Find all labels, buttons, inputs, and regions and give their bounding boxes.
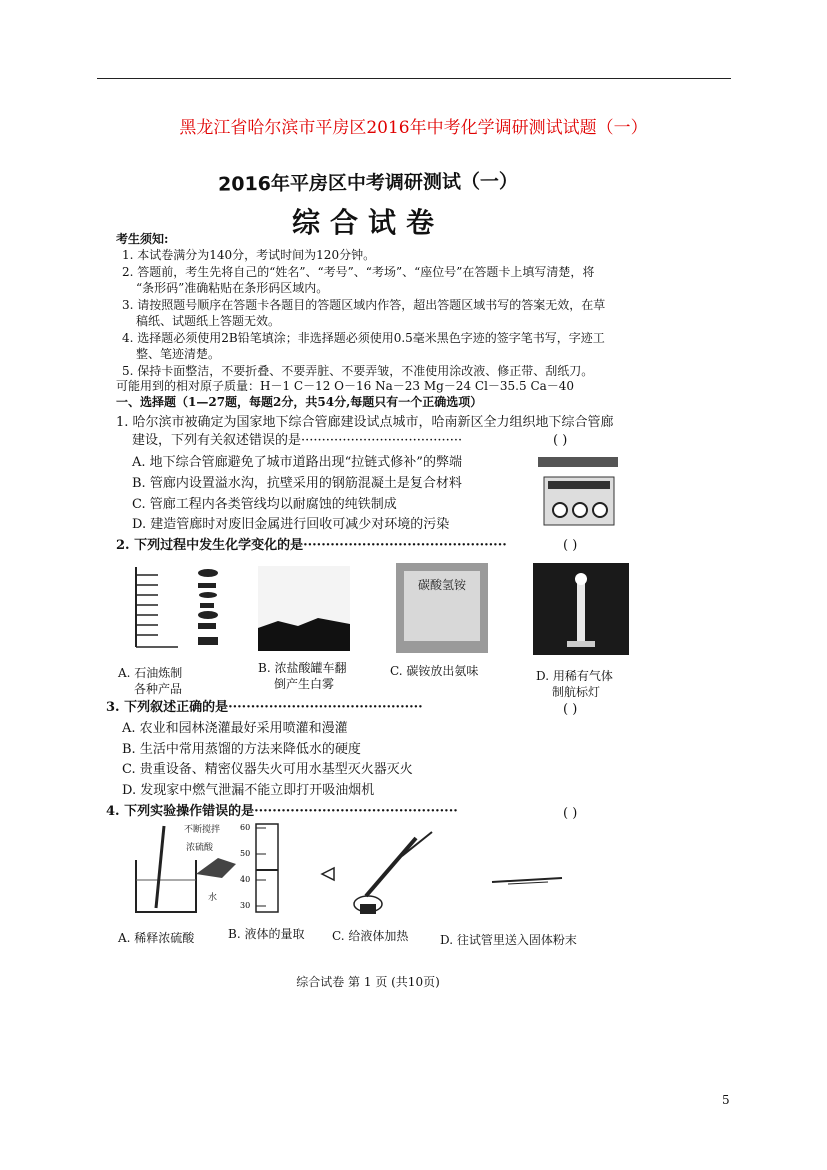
q4-d-test-tube-diagram [488, 868, 568, 898]
notice-item: 4. 选择题必须使用2B铅笔填涂；非选择题必须使用0.5毫米黑色字迹的签字笔书写，字迹工 [122, 331, 605, 345]
q2-caption: A. 石油炼制 [118, 666, 183, 680]
q4-caption: D. 往试管里送入固体粉末 [440, 933, 577, 947]
q1-stem: 1. 哈尔滨市被确定为国家地下综合管廊建设试点城市，哈南新区全力组织地下综合管廊 [116, 415, 614, 430]
q1-option: D. 建造管廊时对废旧金属进行回收可减少对环境的污染 [132, 517, 450, 532]
notice-item: 3. 请按照题号顺序在答题卡各题目的答题区域内作答，超出答题区域书写的答案无效，在草 [122, 298, 606, 312]
q4-a-label: 水 [208, 893, 218, 903]
q2-a-oil-refining-diagram [118, 563, 228, 651]
q3-option: A. 农业和园林浇灌最好采用喷灌和漫灌 [122, 721, 348, 736]
q4-caption: C. 给液体加热 [332, 929, 409, 943]
q4-b-tick: 40 [240, 875, 251, 884]
q4-a-label: 浓硫酸 [186, 843, 214, 853]
notice-item: 5. 保持卡面整洁，不要折叠、不要弄脏、不要弄皱，不准使用涂改液、修正带、刮纸刀。 [122, 364, 594, 378]
q4-c-heating-diagram [346, 826, 446, 918]
q2-caption: C. 碳铵放出氨味 [390, 664, 479, 678]
q1-option: A. 地下综合管廊避免了城市道路出现“拉链式修补”的弊端 [132, 455, 462, 470]
q4-caption: A. 稀释浓硫酸 [118, 931, 195, 945]
q2-caption: B. 浓盐酸罐车翻 [258, 661, 347, 675]
q4-a-label: 不断搅拌 [184, 825, 221, 835]
q4-caption: B. 液体的量取 [228, 927, 305, 941]
q2-c-ammonium-bag-photo [396, 563, 488, 653]
q2-caption: 制航标灯 [552, 685, 601, 699]
notice-item: 整、笔迹清楚。 [136, 347, 221, 361]
exam-footer: 综合试卷 第 1 页 (共10页) [296, 975, 440, 989]
notice-item: “条形码”准确粘贴在条形码区域内。 [136, 281, 329, 295]
q4-b-tick: 60 [240, 823, 251, 832]
q2-d-beacon-photo [533, 563, 629, 655]
q4-b-tick: 50 [240, 849, 251, 858]
atomic-masses: 可能用到的相对原子质量：H－1 C－12 O－16 Na－23 Mg－24 Cl－35.5 Ca－40 [116, 379, 575, 393]
notice-item: 1. 本试卷满分为140分，考试时间为120分钟。 [122, 248, 376, 262]
page-number: 5 [722, 1093, 730, 1107]
q2-caption: 各种产品 [134, 682, 183, 696]
q4-stem: 4. 下列实验操作错误的是············································· [106, 804, 458, 819]
q3-option: C. 贵重设备、精密仪器失火可用水基型灭火器灭火 [122, 762, 413, 777]
q2-caption: D. 用稀有气体 [536, 669, 613, 683]
q4-b-tick: 30 [240, 901, 251, 910]
q1-pipe-gallery-photo [536, 455, 620, 529]
q1-option: B. 管廊内设置溢水沟，抗壁采用的钢筋混凝土是复合材料 [132, 476, 462, 491]
q1-stem: 建设，下列有关叙述错误的是······································· [132, 433, 463, 448]
q2-caption: 倒产生白雾 [274, 677, 335, 691]
q3-option: B. 生活中常用蒸馏的方法来降低水的硬度 [122, 742, 361, 757]
q2-b-tanker-photo [258, 566, 350, 651]
q4-b-cylinder-diagram [238, 818, 348, 918]
q4-answer-paren: ( ) [563, 806, 578, 821]
q2-answer-paren: ( ) [563, 538, 578, 553]
q3-answer-paren: ( ) [563, 702, 578, 717]
q4-a-dilution-diagram [126, 820, 246, 918]
notice-heading: 考生须知: [116, 232, 169, 246]
paper-title: 综合试卷 [291, 206, 444, 239]
notice-item: 稿纸、试题纸上答题无效。 [136, 314, 281, 328]
notice-item: 2. 答题前，考生先将自己的“姓名”、“考号”、“考场”、“座位号”在答题卡上填写清楚，将 [122, 265, 595, 279]
scanned-exam-page [108, 158, 648, 988]
q1-answer-paren: ( ) [553, 433, 568, 448]
q3-option: D. 发现家中燃气泄漏不能立即打开吸油烟机 [122, 783, 375, 798]
q2-stem: 2. 下列过程中发生化学变化的是············································· [116, 538, 507, 553]
exam-title: 2016年平房区中考调研测试（一） [217, 170, 519, 196]
top-rule [97, 78, 731, 79]
document-title: 黑龙江省哈尔滨市平房区2016年中考化学调研测试试题（一） [179, 118, 648, 138]
q1-option: C. 管廊工程内各类管线均以耐腐蚀的纯铁制成 [132, 497, 397, 512]
q3-stem: 3. 下列叙述正确的是··········································· [106, 700, 423, 715]
q2-c-bag-label: 碳酸氢铵 [417, 578, 467, 592]
section-heading: 一、选择题（1—27题，每题2分，共54分,每题只有一个正确选项） [116, 395, 483, 409]
